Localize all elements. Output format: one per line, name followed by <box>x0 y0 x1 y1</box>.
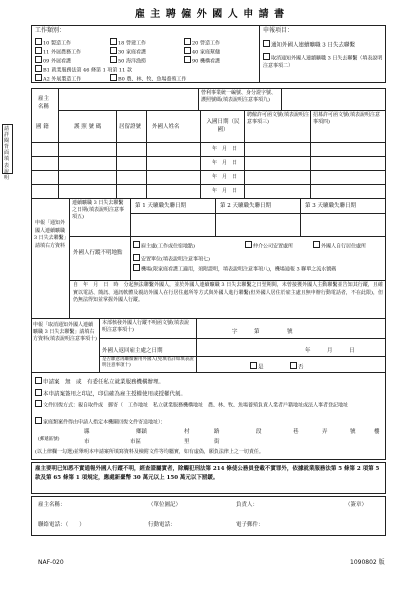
category-option[interactable]: 50 海洋漁撈 <box>110 56 146 65</box>
employer-id-field[interactable] <box>282 89 385 109</box>
doc-number-suffix[interactable]: 字 第 號 <box>232 329 293 335</box>
phone-label[interactable]: 聯絡電話：（ ） <box>38 522 85 528</box>
address-floor: 樓 <box>374 429 380 435</box>
category-option[interactable]: 30 家庭看護 <box>110 47 146 56</box>
employer-id-label: 營利事業統一編號、身分證字號、護照號碼(填表說明注意事項九) <box>201 90 277 103</box>
whereabouts-option[interactable]: 安置單位(填表說明注意事項七) <box>133 254 210 263</box>
employer-name-field[interactable] <box>59 89 197 109</box>
report-statement: 自 年 月 日 時 分起無法聯繫外國人，並於外國人連續曠職 3 日失去聯繫之日翌期間，未曾接獲外國人主動聯繫並告知其行蹤，且確實以電話、簡訊、通訊軟體及親訪外國人在行居住處所等方式與外國人進行聯繫(但外國人居住於雇主處且無申辦行動電話者，不在此限)，但仍無法得知並掌握外國人行蹤。 <box>73 282 383 303</box>
checkbox[interactable] <box>110 74 117 81</box>
page-title: 雇 主 聘 僱 外 國 人 申 請 書 <box>134 9 286 20</box>
return-date-value[interactable]: 年 月 日 <box>305 348 355 354</box>
checkbox[interactable] <box>263 53 270 60</box>
entry-date-header: 入國日期（民國） <box>206 119 240 133</box>
category-option[interactable]: A2 外展製造工作 <box>35 74 81 83</box>
responsible-label: 負責人： <box>236 502 259 508</box>
recruit-no-header: 招募許可函文號(填表說明注意事項四) <box>313 112 380 125</box>
category-option[interactable]: 18 營建工作 <box>110 38 146 47</box>
checkbox[interactable] <box>35 417 42 424</box>
address-village: 村 <box>184 429 190 435</box>
category-option[interactable]: 09 外展看護 <box>35 56 71 65</box>
day1-label: 第 1 天曠職失聯日期 <box>135 203 186 209</box>
checkbox[interactable] <box>184 38 191 45</box>
report-items-label: 申報項目： <box>263 27 294 34</box>
address-district: 市區 <box>130 439 142 445</box>
work-category-label: 工作類別： <box>35 27 66 34</box>
checkbox[interactable] <box>184 56 191 63</box>
continue-yes[interactable]: 是 <box>250 362 264 371</box>
checkbox[interactable] <box>110 47 117 54</box>
day3-label: 第 3 天曠職失聯日期 <box>305 203 356 209</box>
checkbox[interactable] <box>110 56 117 63</box>
checkbox[interactable] <box>245 241 252 248</box>
checkbox[interactable] <box>263 40 270 47</box>
address-alley: 弄 <box>322 429 328 435</box>
report-side-label: 申報「通知外國人連續曠職 3 日失去聯繫」請填右方資料 <box>33 220 67 249</box>
legal-warning: 雇主要明已知悉不實通報外國人行蹤不明，經查證屬實者，除觸犯刑法第 214 條使公務員登載不實罪外，依據就業服務法第 5 條第 2 項第 5 款及第 65 條第 1 項規定，應處新臺幣 30 萬元以上 150 萬元以下罰鍰。 <box>31 462 386 494</box>
address-road: 路 <box>214 429 220 435</box>
whereabouts-option[interactable]: 外國人自行居住處所 <box>313 241 366 250</box>
checkbox[interactable] <box>35 65 42 72</box>
whereabouts-label: 外國人行蹤不明地點 <box>73 250 123 256</box>
checkbox[interactable] <box>35 56 42 63</box>
checkbox[interactable] <box>35 400 42 407</box>
sidebar-note: 請詳閱背面填表說明 <box>3 126 9 181</box>
whereabouts-option[interactable]: 仲介公司安置處所 <box>245 241 293 250</box>
checkbox[interactable] <box>133 241 140 248</box>
passport-header: 護 照 號 碼 <box>74 124 102 130</box>
day2-label: 第 2 天曠職失聯日期 <box>220 203 271 209</box>
checklist-line[interactable]: 本申請案簽用之印記，印信確為雇主授權使用或授權代刻。 <box>35 389 186 398</box>
sign-label: （簽章） <box>345 502 368 508</box>
category-option[interactable]: B1 就業服務法第 46 條第 1 項第 11 款 <box>35 65 132 74</box>
checklist-line[interactable]: 文件回復方式：親自取件或 郵寄（ 工作地址 私立就業服務機構地址 農、林、牧、魚場養殖負責人業者戶籍地址或法人事者登記地址 <box>35 400 383 410</box>
address-county: 縣 <box>84 429 90 435</box>
category-option[interactable]: 20 營造工作 <box>184 38 220 47</box>
entry-date-cell[interactable]: 年 月 日 <box>212 146 238 152</box>
category-option[interactable]: 10 製造工作 <box>35 38 71 47</box>
checkbox[interactable] <box>35 47 42 54</box>
entry-date-cell[interactable]: 年 月 日 <box>212 160 238 166</box>
continue-no[interactable]: 否 <box>290 362 304 371</box>
email-label[interactable]: 電子郵件： <box>236 522 264 528</box>
report-option-cancel[interactable]: 取消通知外國人連續曠職 3 日失去聯繫（填表說明注意事項二） <box>263 53 383 70</box>
employer-label: 雇主名稱 <box>38 96 50 110</box>
return-date-label: 外國人返回雇主處之日期 <box>102 348 163 354</box>
checkbox[interactable] <box>290 362 297 369</box>
cancel-side-label: 申報「取消通知外國人連續曠職 3 日失去聯繫」請填右方資料(填表說明注意事項十) <box>33 322 97 342</box>
address-section: 段 <box>256 429 262 435</box>
residence-header: 居留證號 <box>119 124 142 130</box>
checkbox[interactable] <box>133 264 140 271</box>
unit-seal-label: （單位圖記） <box>148 502 182 508</box>
address-lane: 巷 <box>293 429 299 435</box>
mobile-label[interactable]: 行動電話： <box>148 522 176 528</box>
checkbox[interactable] <box>35 38 42 45</box>
whereabouts-option[interactable]: 機場(限家庭看護工適用，須附證明，填表說明注意事項八)，機場通報 3 聯單之流水號碼 <box>133 264 385 273</box>
address-town: 鄉鎮 <box>136 429 148 435</box>
entry-date-cell[interactable]: 年 月 日 <box>212 174 238 180</box>
signature-box <box>31 496 386 536</box>
category-option[interactable]: 40 家庭幫傭 <box>184 47 220 56</box>
zip-code-label: (郵遞區號) <box>38 437 60 442</box>
foreign-name-header: 外國人姓名 <box>152 124 180 130</box>
checkbox[interactable] <box>35 74 42 81</box>
employer-name-sign-label: 雇主名稱： <box>38 502 66 508</box>
checklist-line[interactable]: 家庭類案件得由申請人指定本機關回復文件寄送地址）： <box>35 417 166 426</box>
category-option[interactable]: 11 外展農務工作 <box>35 47 81 56</box>
form-version: 1090802 版 <box>350 559 385 566</box>
original-doc-label: 本部核發外國人行蹤不明函文號(填表說明注意事項十) <box>102 320 189 333</box>
checkbox[interactable] <box>184 47 191 54</box>
continue-employ-label: 是否願意再繼續僱用外國人(免填者詳如填表說明注意事項十) <box>102 357 194 368</box>
address-number: 號 <box>350 429 356 435</box>
checkbox[interactable] <box>35 377 42 384</box>
nationality-header: 國 籍 <box>36 124 49 130</box>
address-li: 里 <box>184 439 190 445</box>
category-option[interactable]: 90 機構看護 <box>184 56 220 65</box>
whereabouts-option[interactable]: 雇主處(工作或住宿地點) <box>133 241 195 250</box>
category-option[interactable]: B0 農、林、牧、魚場養殖工作 <box>110 74 186 83</box>
missing-date-label: 連續曠職 3 日失去聯繫之日期(填表說明注意事項五) <box>72 200 124 220</box>
address-street: 街 <box>214 439 220 445</box>
declaration-note: (以上律欄一勾選)並舉明本申請案所填寫資料及檢附文件等均屬實，如有虛偽，願負法律上之一切責任。 <box>35 449 264 455</box>
permit-no-header: 聘僱許可函文號(填表說明注意事項三) <box>247 112 309 125</box>
address-city: 市 <box>84 439 90 445</box>
checkbox[interactable] <box>313 241 320 248</box>
checkbox[interactable] <box>133 254 140 261</box>
checkbox[interactable] <box>110 38 117 45</box>
entry-date-cell[interactable]: 年 月 日 <box>212 188 238 194</box>
report-option-notify[interactable]: 通知外國人連續曠職 3 日失去聯繫 <box>263 40 355 49</box>
checkbox[interactable] <box>250 362 257 369</box>
form-code: NAF-020 <box>38 559 64 566</box>
checkbox[interactable] <box>35 389 42 396</box>
checklist-line[interactable]: 申請案 無 或 有委任私立就業服務機構辦理。 <box>35 377 164 386</box>
